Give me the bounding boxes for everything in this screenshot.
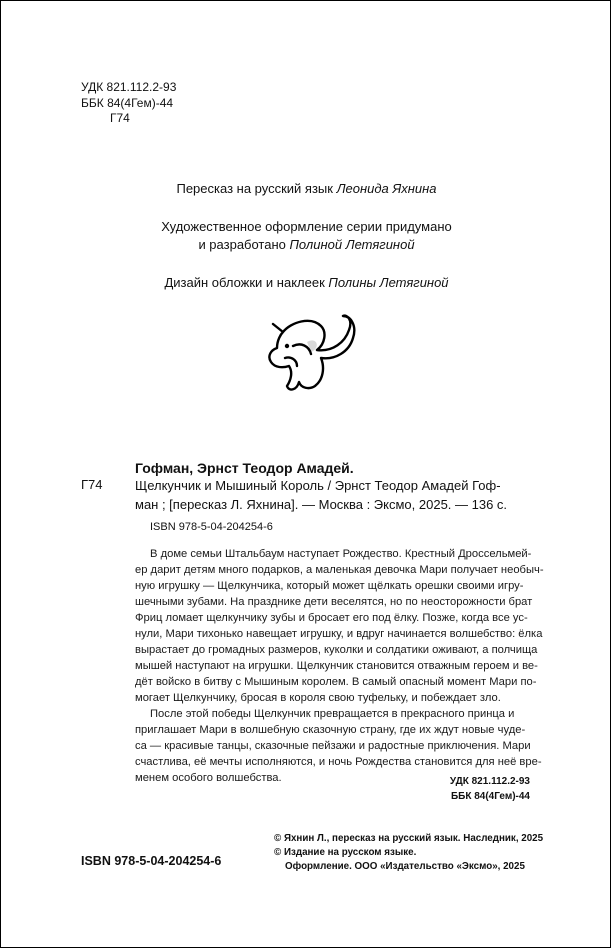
series-credit-line1: Художественное оформление серии придумано <box>161 219 452 234</box>
annotation-line: ер дарит детям много подарков, а маленькая девочка Мари получает необыч- <box>135 564 544 576</box>
author-mark: Г74 <box>110 111 130 125</box>
cover-name: Полины Летягиной <box>328 275 449 290</box>
udk-code-right: УДК 821.112.2-93 <box>449 776 530 787</box>
series-credit <box>1 218 611 254</box>
catalog-mark: Г74 <box>81 477 103 492</box>
retelling-prefix: Пересказ на русский язык <box>176 181 333 196</box>
retelling-credit <box>1 180 611 198</box>
series-credit-line2 <box>1 236 611 254</box>
annotation-line: Фриц ломает щелкунчику зубы и бросает его под ёлку. Позже, когда все ус- <box>135 612 528 624</box>
annotation-line: нули, Мари тихонько навещает игрушку, и вдруг начинается волшебство: ёлка <box>135 628 543 640</box>
cover-prefix: Дизайн обложки и наклеек <box>164 275 325 290</box>
annotation-line: шечными зубами. На празднике дети веселятся, но по неосторожности брат <box>135 596 533 608</box>
annotation-line: В доме семьи Штальбаум наступает Рождество. Крестный Дроссельмей- <box>150 548 532 560</box>
annotation-line: могает Щелкунчику, бросая в короля свою туфельку, и побеждает зло. <box>135 692 501 704</box>
annotation-line: вырастает до громадных размеров, куколки и солдатики оживают, а полчища <box>135 644 538 656</box>
annotation-line: менем особого волшебства. <box>135 772 282 784</box>
retelling-name: Леонида Яхнина <box>336 181 437 196</box>
catalog-title-line1: Щелкунчик и Мышиный Король / Эрнст Теодор Амадей Гоф- <box>135 478 501 493</box>
catalog-author: Гофман, Эрнст Теодор Амадей. <box>135 460 354 476</box>
copyright-line1: © Яхнин Л., пересказ на русский язык. Наследник, 2025 <box>274 833 544 844</box>
annotation-line: После этой победы Щелкунчик превращается в прекрасного принца и <box>150 708 515 720</box>
annotation-line: са — красивые танцы, сказочные пейзажи и радостные приключения. Мари <box>135 740 531 752</box>
annotation-line: счастлива, её мечты исполняются, и ночь Рождества становится для неё вре- <box>135 756 542 768</box>
bbk-code-right: ББК 84(4Гем)-44 <box>450 791 530 802</box>
catalog-title-line2: ман ; [пересказ Л. Яхнина]. — Москва : Эксмо, 2025. — 136 с. <box>135 497 508 512</box>
classification-codes <box>81 80 176 127</box>
annotation <box>135 546 544 786</box>
copyright-line2: © Издание на русском языке. <box>274 847 417 858</box>
squirrel-logo-icon <box>263 306 363 396</box>
copyright-line3: Оформление. ООО «Издательство «Эксмо», 2025 <box>285 861 525 872</box>
annotation-line: мышей наступают на игрушки. Щелкунчик становится отважным героем и ве- <box>135 660 538 672</box>
annotation-line: ную игрушку — Щелкунчика, который может щёлкать орешки своими игру- <box>135 580 524 592</box>
right-classification-codes <box>450 774 530 804</box>
catalog-isbn: ISBN 978-5-04-204254-6 <box>150 521 273 533</box>
bottom-isbn: ISBN 978-5-04-204254-6 <box>81 854 222 868</box>
annotation-line: приглашает Мари в волшебную сказочную страну, где их ждут новые чуде- <box>135 724 526 736</box>
bbk-code: ББК 84(4Гем)-44 <box>81 95 174 110</box>
annotation-line: дёт войско в битву с Мышиным королем. В самый опасный момент Мари по- <box>135 676 537 688</box>
series-prefix: и разработано <box>198 237 286 252</box>
udk-code: УДК 821.112.2-93 <box>81 80 177 94</box>
cover-credit <box>1 274 611 292</box>
series-name: Полиной Летягиной <box>289 237 415 252</box>
copyright-block <box>274 832 543 874</box>
